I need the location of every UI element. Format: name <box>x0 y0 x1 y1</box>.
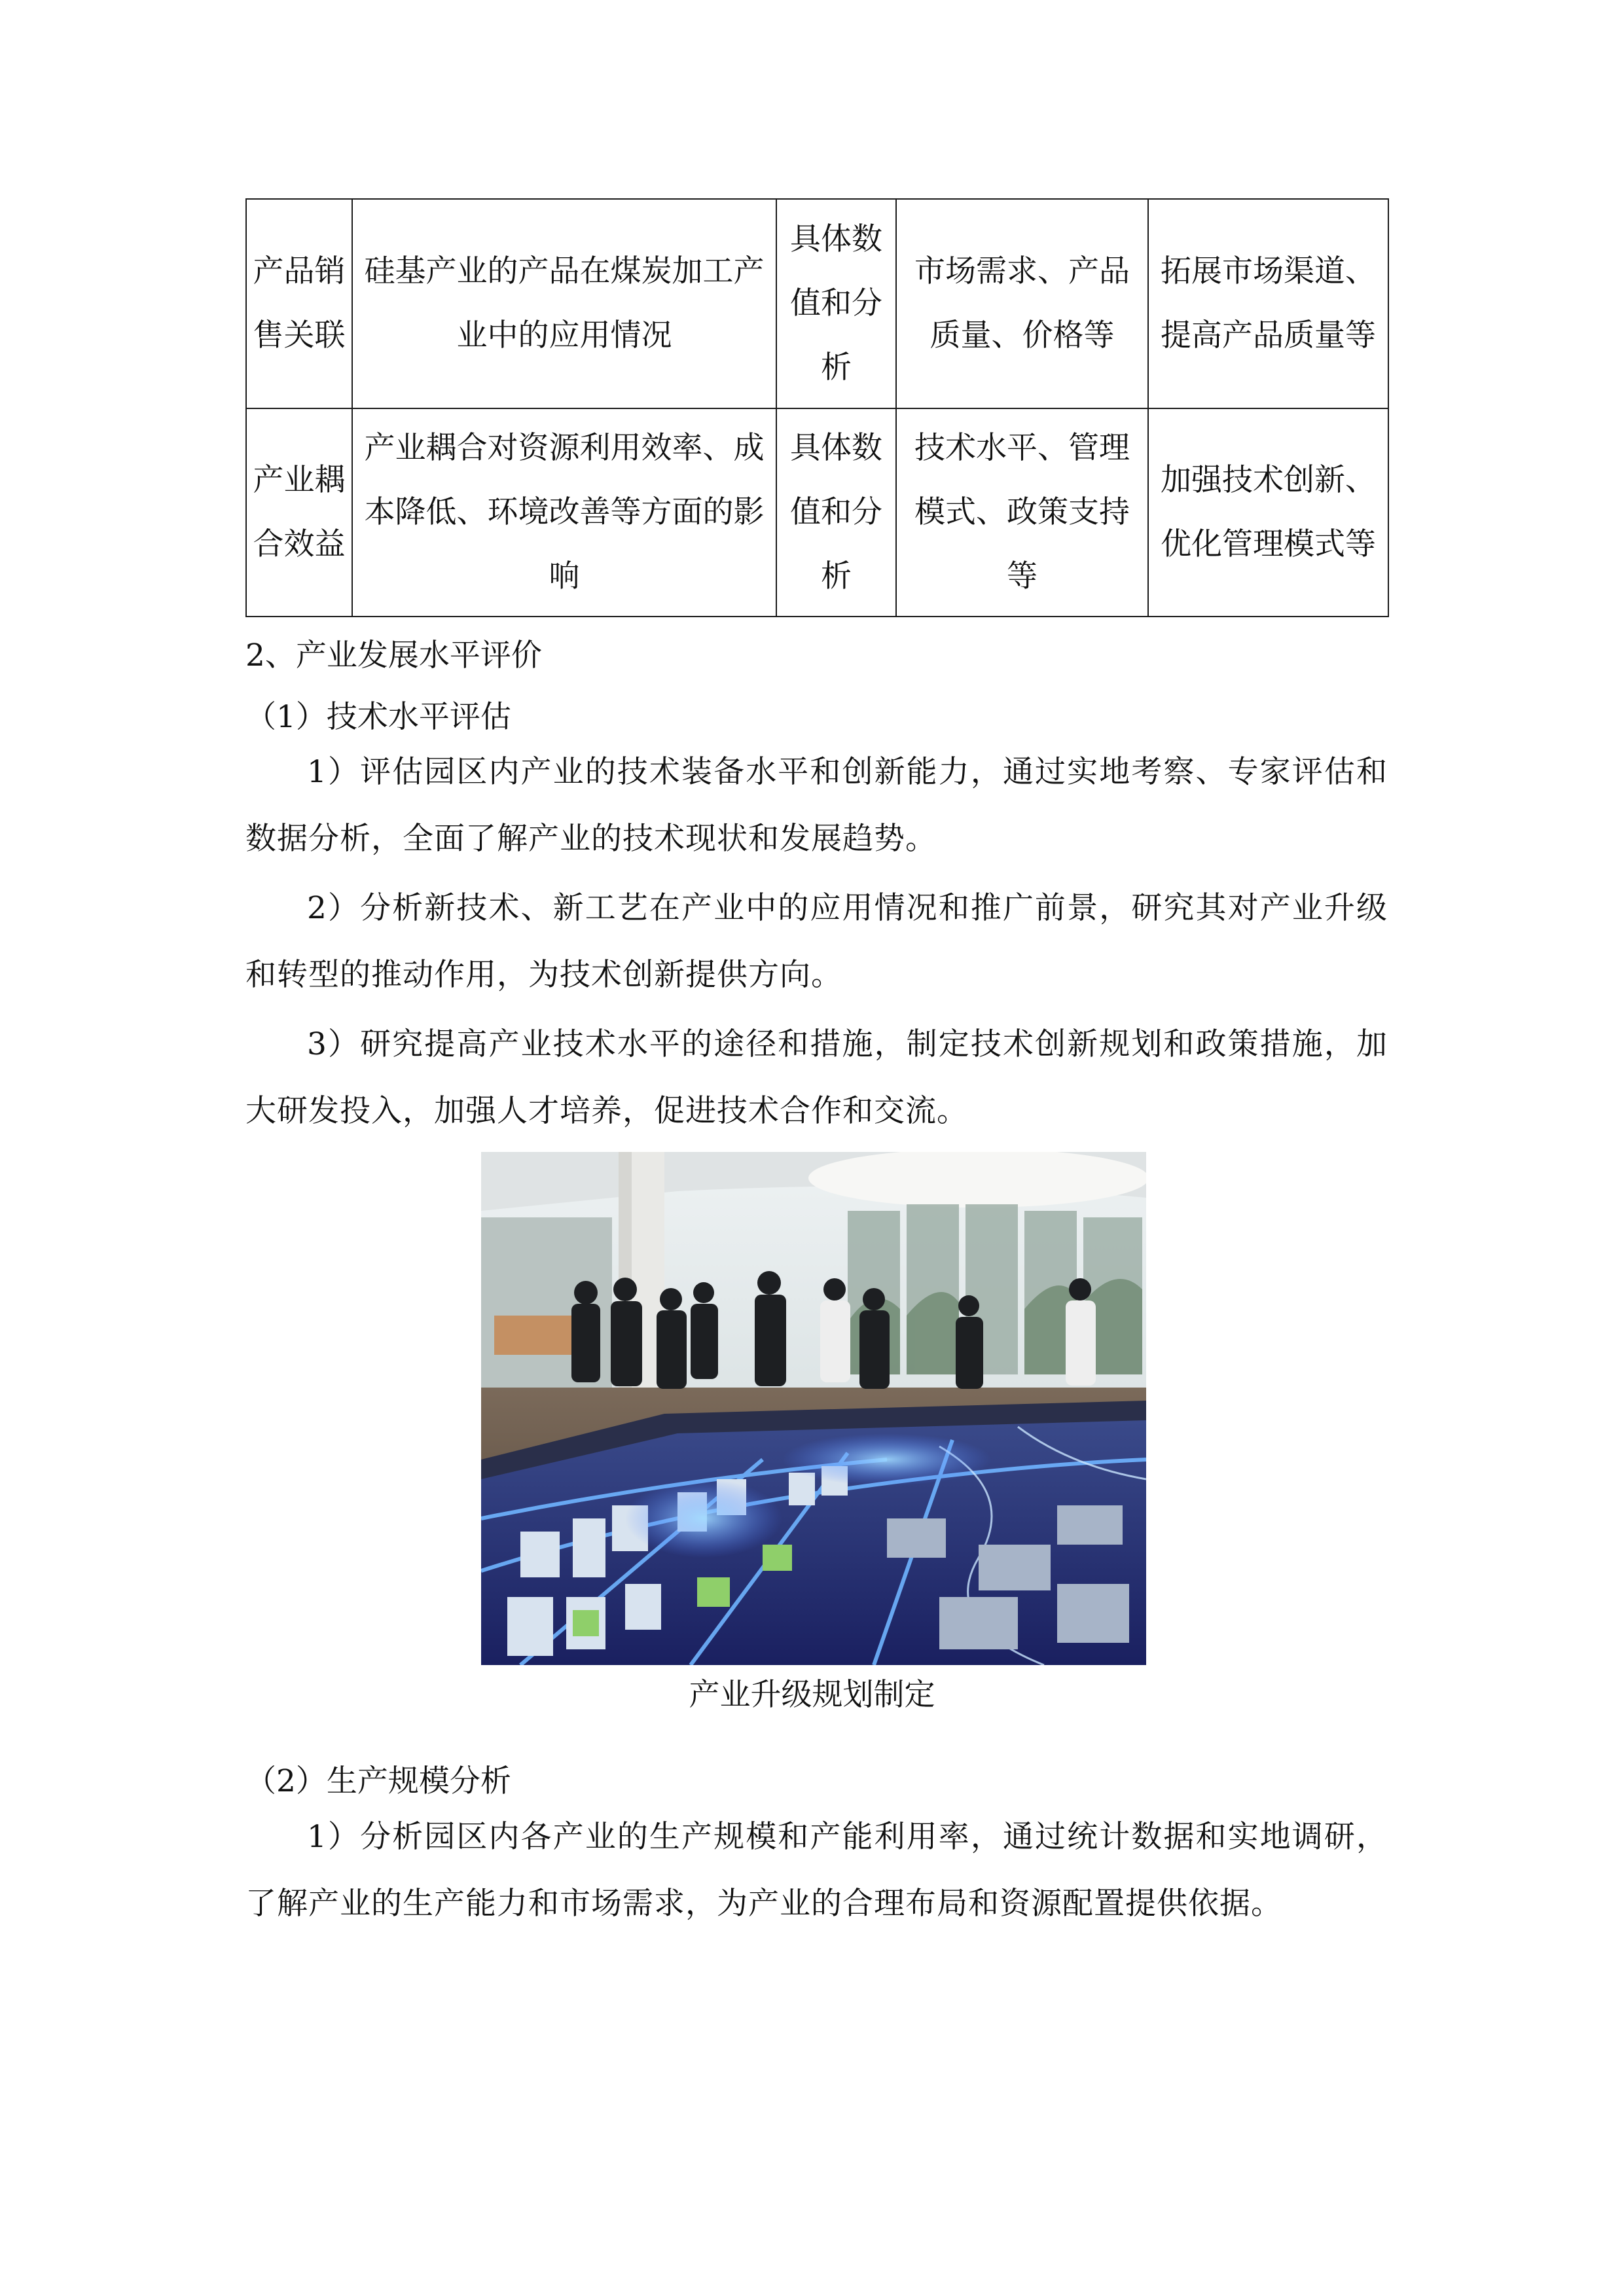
table-row <box>246 199 1388 408</box>
table-cell-label: 产业耦合效益 <box>246 408 352 617</box>
paragraph: 1）分析园区内各产业的生产规模和产能利用率，通过统计数据和实地调研，了解产业的生产能力和市场需求，为产业的合理布局和资源配置提供依据。 <box>245 1819 1388 1922</box>
coupling-table <box>245 198 1389 617</box>
figure-caption: 产业升级规划制定 <box>689 1677 935 1713</box>
paragraph: 3）研究提高产业技术水平的途径和措施，制定技术创新规划和政策措施，加大研发投入，加强人才培养，促进技术合作和交流。 <box>245 1026 1388 1129</box>
table-cell-measures: 拓展市场渠道、提高产品质量等 <box>1148 199 1388 408</box>
table-cell-measures: 加强技术创新、优化管理模式等 <box>1148 408 1388 617</box>
subsection-heading: （1）技术水平评估 <box>245 699 511 735</box>
table-cell-factors: 市场需求、产品质量、价格等 <box>896 199 1148 408</box>
table-row <box>246 408 1388 617</box>
table-cell-content: 硅基产业的产品在煤炭加工产业中的应用情况 <box>352 199 776 408</box>
table-cell-factors: 技术水平、管理模式、政策支持等 <box>896 408 1148 617</box>
paragraph: 1）评估园区内产业的技术装备水平和创新能力，通过实地考察、专家评估和数据分析，全面了解产业的技术现状和发展趋势。 <box>245 754 1388 857</box>
planning-model-photo <box>481 1152 1146 1665</box>
subsection-heading: （2）生产规模分析 <box>245 1763 511 1799</box>
table-cell-content: 产业耦合对资源利用效率、成本降低、环境改善等方面的影响 <box>352 408 776 617</box>
table-cell-label: 产品销售关联 <box>246 199 352 408</box>
table-cell-data-type: 具体数值和分析 <box>776 199 896 408</box>
table-cell-data-type: 具体数值和分析 <box>776 408 896 617</box>
section-heading: 2、产业发展水平评价 <box>245 637 542 673</box>
paragraph: 2）分析新技术、新工艺在产业中的应用情况和推广前景，研究其对产业升级和转型的推动作用，为技术创新提供方向。 <box>245 890 1388 993</box>
